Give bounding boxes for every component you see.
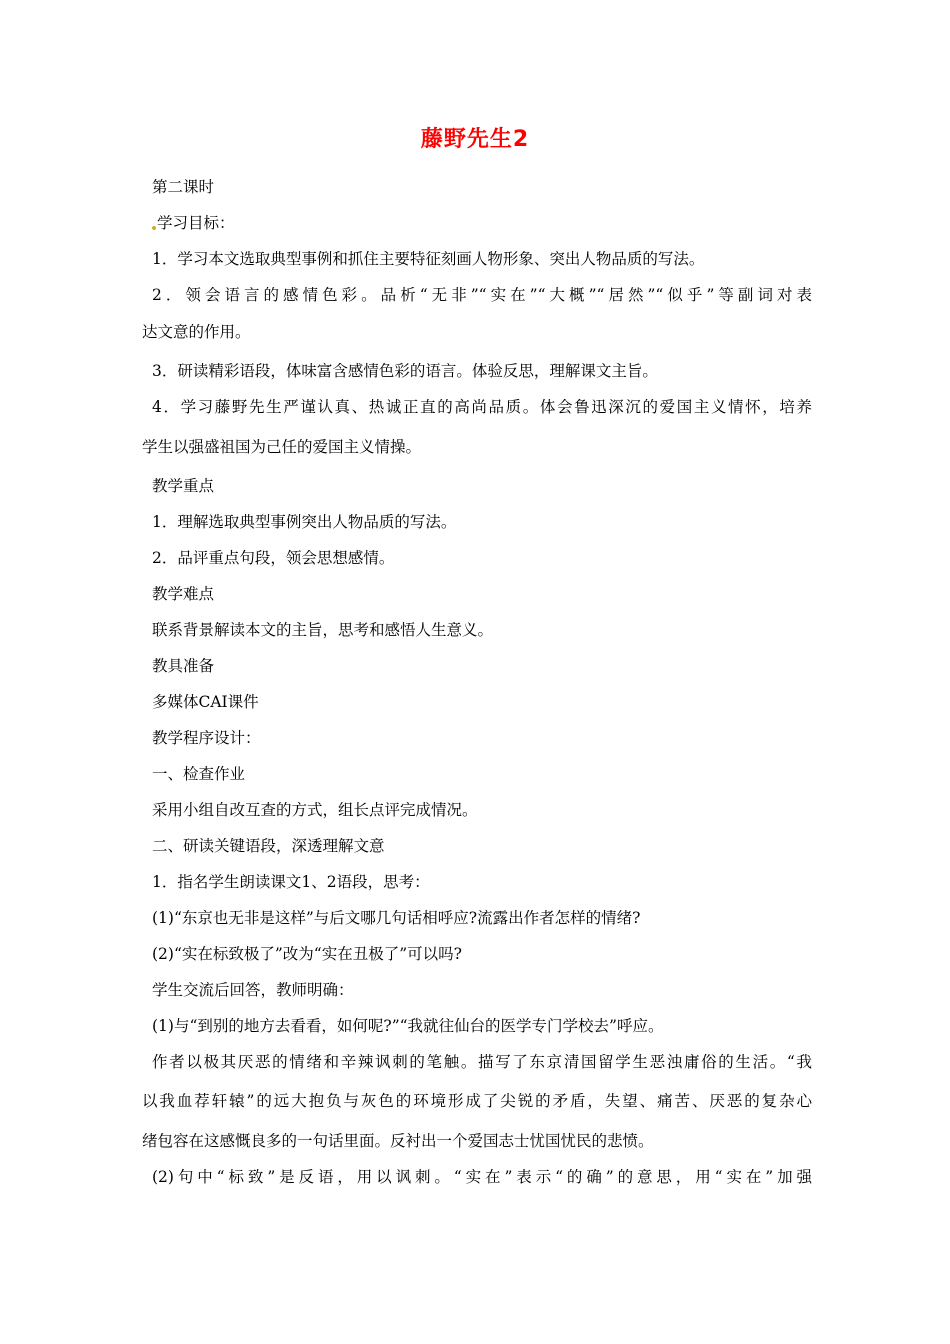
list-item: 1．指名学生朗读课文1、2语段，思考： [152, 873, 430, 891]
paragraph: 学生交流后回答，教师明确： [152, 981, 354, 999]
section-label: 第二课时 [152, 178, 215, 196]
answer-item: (1)与“到别的地方去看看，如何呢?”“我就往仙台的医学专门学校去”呼应。 [152, 1017, 664, 1035]
annotation-mark [152, 226, 156, 230]
paragraph: 联系背景解读本文的主旨，思考和感悟人生意义。 [152, 621, 494, 639]
paragraph: 多媒体CAI课件 [152, 693, 259, 711]
section-heading: 教学难点 [152, 585, 215, 603]
list-item: 2．品评重点句段，领会思想感情。 [152, 549, 395, 567]
paragraph: 采用小组自改互查的方式，组长点评完成情况。 [152, 801, 478, 819]
answer-item: (2)句中“标致”是反语，用以讽刺。“实在”表示“的确”的意思，用“实在”加强 [152, 1168, 812, 1186]
list-item-continuation: 达文意的作用。 [142, 323, 251, 341]
paragraph-continuation: 以我血荐轩辕”的远大抱负与灰色的环境形成了尖锐的矛盾，失望、痛苦、厌恶的复杂心 [142, 1092, 812, 1110]
section-heading: 二、研读关键语段，深透理解文意 [152, 837, 385, 855]
section-heading: 教具准备 [152, 657, 215, 675]
list-item: 1．学习本文选取典型事例和抓住主要特征刻画人物形象、突出人物品质的写法。 [152, 250, 705, 268]
list-item: 2．领会语言的感情色彩。品析“无非”“实在”“大概”“居然”“似乎”等副词对表 [152, 286, 812, 304]
list-item-continuation: 学生以强盛祖国为己任的爱国主义情操。 [142, 438, 422, 456]
page-title: 藤野先生2 [420, 127, 530, 152]
paragraph: 作者以极其厌恶的情绪和辛辣讽刺的笔触。描写了东京清国留学生恶浊庸俗的生活。“我 [152, 1053, 812, 1071]
list-item: 4．学习藤野先生严谨认真、热诚正直的高尚品质。体会鲁迅深沉的爱国主义情怀，培养 [152, 398, 812, 416]
question-item: (1)“东京也无非是这样”与后文哪几句话相呼应?流露出作者怎样的情绪? [152, 909, 641, 927]
section-heading: 教学程序设计： [152, 729, 261, 747]
section-heading: 教学重点 [152, 477, 215, 495]
section-heading: 一、检查作业 [152, 765, 246, 783]
list-item: 1．理解选取典型事例突出人物品质的写法。 [152, 513, 457, 531]
question-item: (2)“实在标致极了”改为“实在丑极了”可以吗? [152, 945, 462, 963]
list-item: 3．研读精彩语段，体味富含感情色彩的语言。体验反思，理解课文主旨。 [152, 362, 658, 380]
section-heading: 学习目标： [152, 213, 235, 233]
paragraph-continuation: 绪包容在这感慨良多的一句话里面。反衬出一个爱国志士忧国忧民的悲愤。 [142, 1132, 654, 1150]
